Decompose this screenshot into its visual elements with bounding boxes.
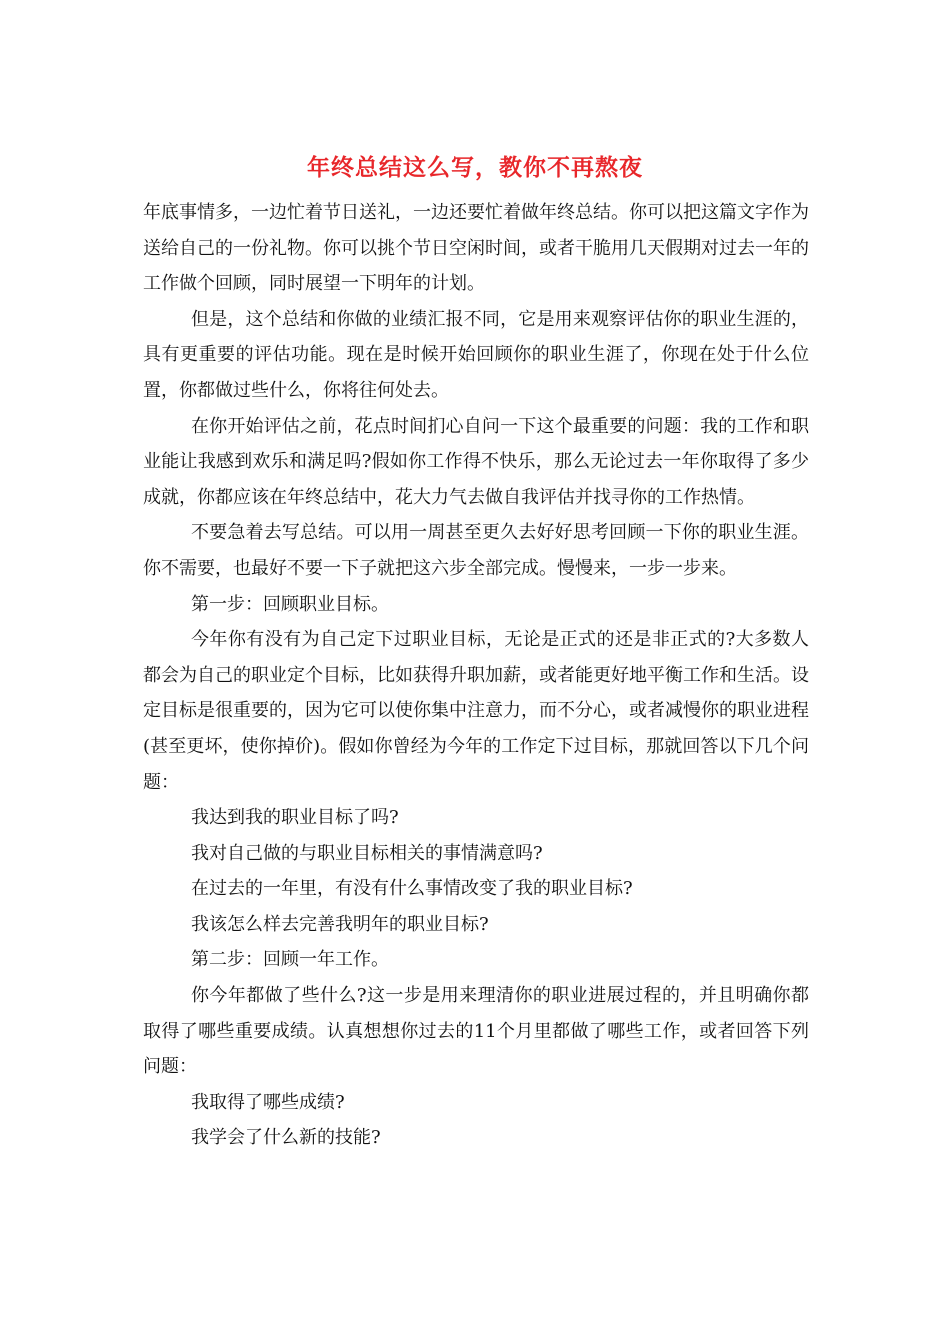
question-item: 我取得了哪些成绩? <box>191 1091 345 1113</box>
step-one-heading: 第一步：回顾职业目标。 <box>191 593 389 615</box>
paragraph-career-goals: 今年你有没有为自己定下过职业目标，无论是正式的还是非正式的?大多数人都会为自己的职业定个目标，比如获得升职加薪，或者能更好地平衡工作和生活。设定目标是很重要的，因为它可以使你集中注意力，而不分心，或者减慢你的职业进程(甚至更坏，使你掉价)。假如你曾经为今年的工作定下过目标，那就回答以下几个问题： <box>143 629 809 793</box>
paragraph-intro: 年底事情多，一边忙着节日送礼，一边还要忙着做年终总结。你可以把这篇文字作为送给自己的一份礼物。你可以挑个节日空闲时间，或者干脆用几天假期对过去一年的工作做个回顾，同时展望一下明年的计划。 <box>143 202 809 295</box>
step-two-heading: 第二步：回顾一年工作。 <box>191 949 389 971</box>
question-item: 我对自己做的与职业目标相关的事情满意吗? <box>191 842 543 864</box>
document-body <box>143 195 809 1156</box>
question-item: 在过去的一年里，有没有什么事情改变了我的职业目标? <box>191 878 633 900</box>
paragraph-difference: 但是，这个总结和你做的业绩汇报不同，它是用来观察评估你的职业生涯的，具有更重要的评估功能。现在是时候开始回顾你的职业生涯了，你现在处于什么位置，你都做过些什么，你将往何处去。 <box>143 308 809 401</box>
question-item: 我达到我的职业目标了吗? <box>191 807 399 829</box>
question-item: 我学会了什么新的技能? <box>191 1127 381 1149</box>
question-item: 我该怎么样去完善我明年的职业目标? <box>191 913 489 935</box>
paragraph-question: 在你开始评估之前，花点时间扪心自问一下这个最重要的问题：我的工作和职业能让我感到欢乐和满足吗?假如你工作得不快乐，那么无论过去一年你取得了多少成就，你都应该在年终总结中，花大力气去做自我评估并找寻你的工作热情。 <box>143 415 809 508</box>
paragraph-year-review: 你今年都做了些什么?这一步是用来理清你的职业进展过程的，并且明确你都取得了哪些重要成绩。认真想想你过去的11个月里都做了哪些工作，或者回答下列问题： <box>143 985 809 1078</box>
document-title: 年终总结这么写，教你不再熬夜 <box>307 154 643 181</box>
paragraph-take-time: 不要急着去写总结。可以用一周甚至更久去好好思考回顾一下你的职业生涯。你不需要，也最好不要一下子就把这六步全部完成。慢慢来，一步一步来。 <box>143 522 809 579</box>
